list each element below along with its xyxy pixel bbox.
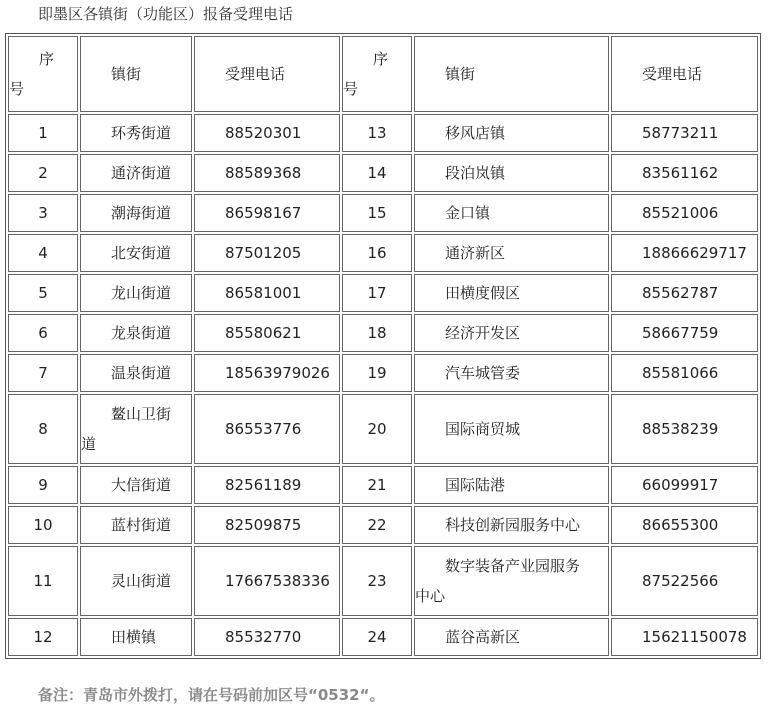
town-name-right: 移风店镇	[414, 114, 609, 152]
table-row	[8, 466, 758, 504]
header-town-left: 镇街	[80, 36, 192, 112]
table-row	[8, 394, 758, 464]
town-name-right: 科技创新园服务中心	[414, 506, 609, 544]
town-name-left: 潮海街道	[80, 194, 192, 232]
phone-number-right: 86655300	[611, 506, 758, 544]
town-name-left: 温泉街道	[80, 354, 192, 392]
town-name-left-line2: 道	[81, 435, 97, 453]
town-name-left	[80, 394, 192, 464]
phone-number-left: 82561189	[194, 466, 340, 504]
row-number-left: 4	[8, 234, 78, 272]
footnote: 备注：青岛市外拨打，请在号码前加区号“0532“。	[38, 686, 385, 704]
phone-number-right: 87522566	[611, 546, 758, 616]
phone-number-right: 66099917	[611, 466, 758, 504]
row-number-right: 20	[342, 394, 412, 464]
row-number-left: 6	[8, 314, 78, 352]
town-name-right: 段泊岚镇	[414, 154, 609, 192]
header-phone-right: 受理电话	[611, 36, 758, 112]
header-no-bottom: 号	[9, 80, 25, 98]
town-name-right	[414, 546, 609, 616]
town-name-right: 经济开发区	[414, 314, 609, 352]
row-number-right: 18	[342, 314, 412, 352]
phone-number-right: 58773211	[611, 114, 758, 152]
phone-number-right: 85562787	[611, 274, 758, 312]
town-name-right: 金口镇	[414, 194, 609, 232]
header-no-top: 序	[39, 50, 55, 68]
phone-number-left: 86581001	[194, 274, 340, 312]
phone-number-left: 85532770	[194, 618, 340, 656]
phone-number-right: 15621150078	[611, 618, 758, 656]
town-name-right: 国际商贸城	[414, 394, 609, 464]
table-header-row	[8, 36, 758, 112]
town-name-right-line1: 数字装备产业园服务	[445, 557, 581, 575]
page-title: 即墨区各镇街（功能区）报备受理电话	[38, 5, 294, 23]
phone-number-left: 87501205	[194, 234, 340, 272]
header-phone-left: 受理电话	[194, 36, 340, 112]
row-number-right: 21	[342, 466, 412, 504]
town-name-left: 龙泉街道	[80, 314, 192, 352]
phone-number-right: 83561162	[611, 154, 758, 192]
row-number-right: 15	[342, 194, 412, 232]
phone-number-right: 58667759	[611, 314, 758, 352]
town-name-right: 通济新区	[414, 234, 609, 272]
town-name-left: 龙山街道	[80, 274, 192, 312]
row-number-right: 13	[342, 114, 412, 152]
header-town-right: 镇街	[414, 36, 609, 112]
row-number-right: 23	[342, 546, 412, 616]
header-no-top-right: 序	[373, 50, 389, 68]
phone-number-right: 85581066	[611, 354, 758, 392]
phone-number-left: 88520301	[194, 114, 340, 152]
town-name-right-line2: 中心	[415, 587, 446, 605]
header-no-right	[342, 36, 412, 112]
town-name-left: 北安街道	[80, 234, 192, 272]
phone-number-right: 85521006	[611, 194, 758, 232]
phone-number-left: 85580621	[194, 314, 340, 352]
table-row	[8, 114, 758, 152]
table-row	[8, 194, 758, 232]
row-number-right: 14	[342, 154, 412, 192]
town-name-right: 国际陆港	[414, 466, 609, 504]
phone-number-left: 17667538336	[194, 546, 340, 616]
row-number-left: 12	[8, 618, 78, 656]
row-number-left: 5	[8, 274, 78, 312]
row-number-left: 1	[8, 114, 78, 152]
town-name-left: 大信街道	[80, 466, 192, 504]
row-number-right: 24	[342, 618, 412, 656]
row-number-right: 22	[342, 506, 412, 544]
row-number-right: 17	[342, 274, 412, 312]
table-row	[8, 314, 758, 352]
town-name-left: 环秀街道	[80, 114, 192, 152]
town-name-left: 田横镇	[80, 618, 192, 656]
row-number-left: 2	[8, 154, 78, 192]
town-name-left: 灵山街道	[80, 546, 192, 616]
town-name-right: 田横度假区	[414, 274, 609, 312]
row-number-left: 7	[8, 354, 78, 392]
phone-number-left: 86598167	[194, 194, 340, 232]
table-row	[8, 618, 758, 656]
table-row	[8, 546, 758, 616]
phone-number-left: 86553776	[194, 394, 340, 464]
row-number-right: 19	[342, 354, 412, 392]
row-number-left: 11	[8, 546, 78, 616]
phone-number-right: 88538239	[611, 394, 758, 464]
table-row	[8, 354, 758, 392]
table-row	[8, 506, 758, 544]
header-no-left	[8, 36, 78, 112]
table-row	[8, 274, 758, 312]
row-number-left: 8	[8, 394, 78, 464]
table-row	[8, 154, 758, 192]
town-name-right: 汽车城管委	[414, 354, 609, 392]
row-number-right: 16	[342, 234, 412, 272]
table-row	[8, 234, 758, 272]
row-number-left: 9	[8, 466, 78, 504]
town-name-right: 蓝谷高新区	[414, 618, 609, 656]
row-number-left: 3	[8, 194, 78, 232]
phone-table	[5, 33, 761, 659]
row-number-left: 10	[8, 506, 78, 544]
phone-number-right: 18866629717	[611, 234, 758, 272]
town-name-left: 蓝村街道	[80, 506, 192, 544]
phone-number-left: 18563979026	[194, 354, 340, 392]
town-name-left: 通济街道	[80, 154, 192, 192]
phone-number-left: 82509875	[194, 506, 340, 544]
phone-number-left: 88589368	[194, 154, 340, 192]
town-name-left-line1: 鳌山卫街	[111, 405, 172, 423]
header-no-bottom-right: 号	[343, 80, 359, 98]
